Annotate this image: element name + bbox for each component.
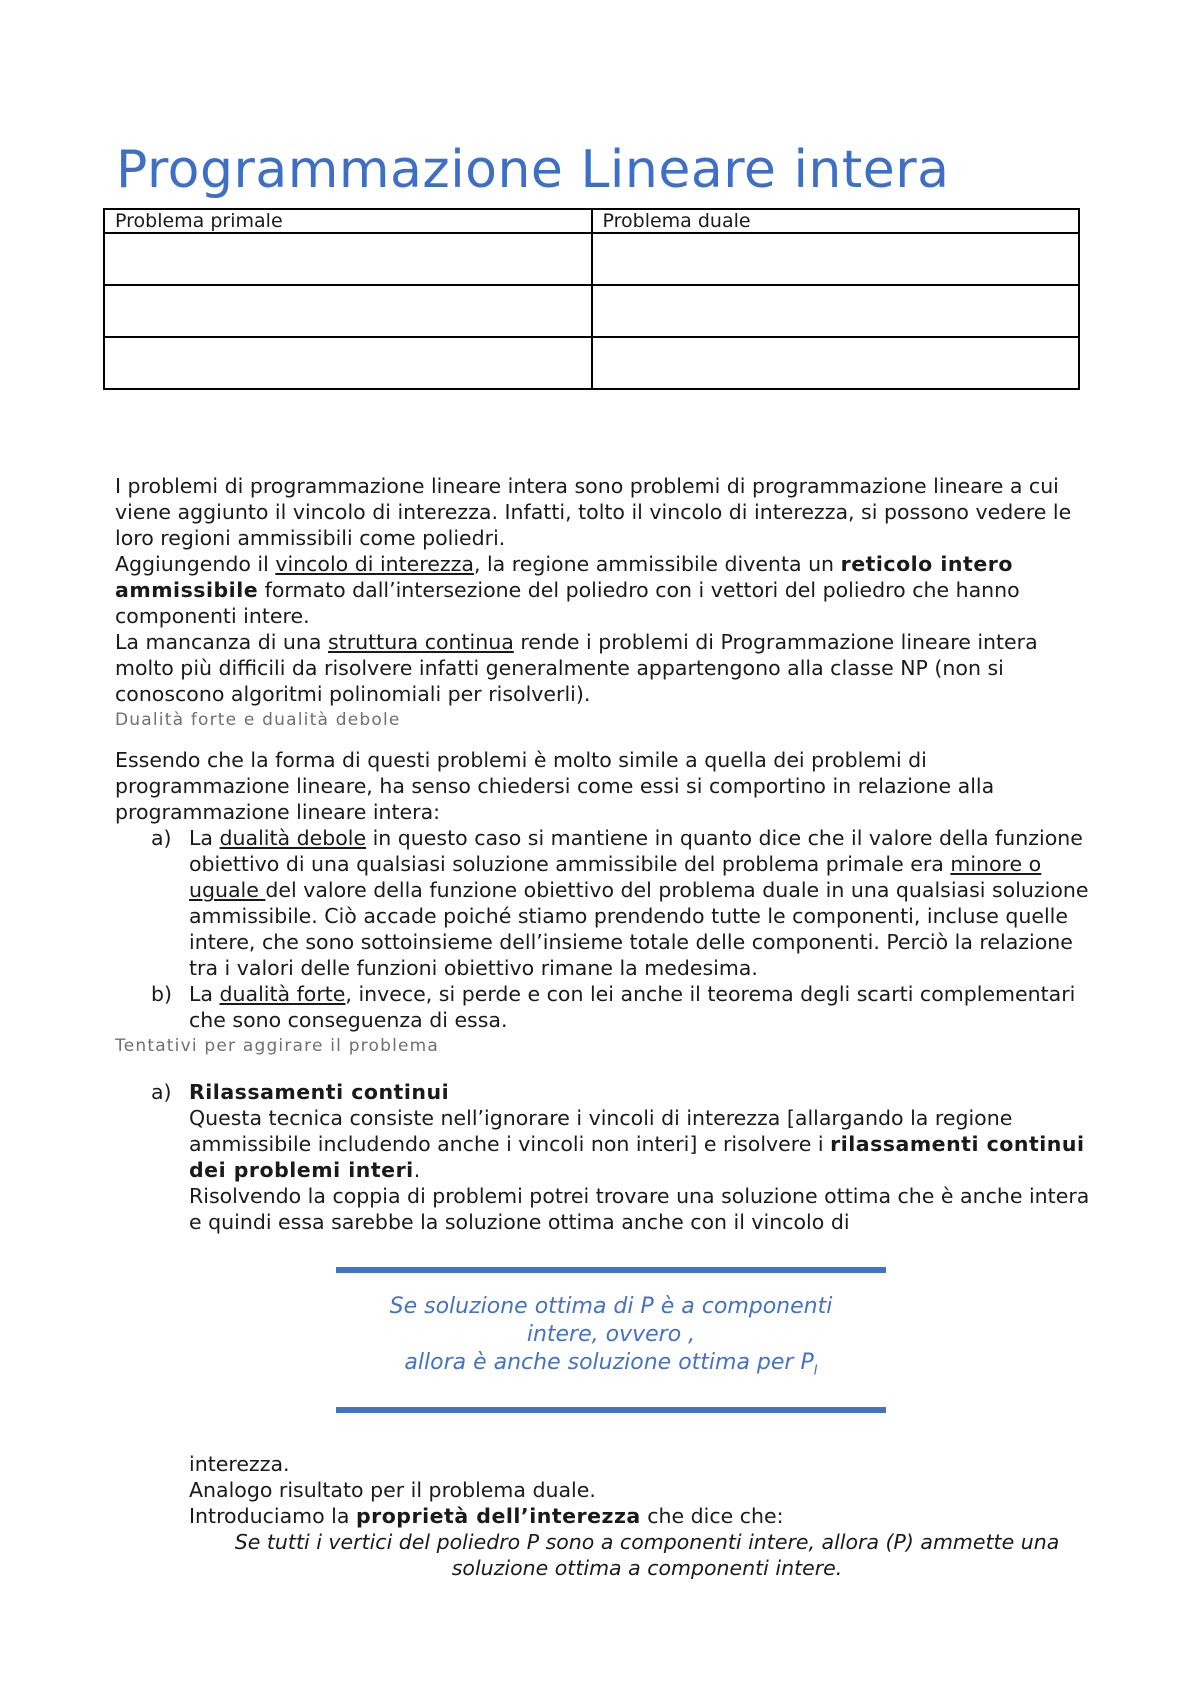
bold-term: reticolo intero ammissibile (115, 552, 1013, 602)
underlined-term: struttura continua (327, 630, 514, 654)
list-item (115, 1079, 1095, 1235)
text-run: Introduciamo la (189, 1504, 356, 1529)
table-row (104, 285, 1079, 337)
text-line: Analogo risultato per il problema duale. (189, 1478, 596, 1503)
quote-line: Se soluzione ottima di P è a componenti (389, 1294, 833, 1319)
bold-term: rilassamenti continui dei problemi interi (189, 1132, 1085, 1182)
table-cell (592, 285, 1080, 337)
section-paragraph: Essendo che la forma di questi problemi è molto simile a quella dei problemi di programmazione lineare, ha senso chiedersi come essi si comportino in relazione alla programmazione lineare intera: (115, 748, 995, 824)
list-item-text (189, 1105, 1095, 1183)
page-title: Programmazione Lineare intera (116, 140, 950, 200)
list-item (115, 825, 1095, 981)
text-line (189, 1503, 1095, 1529)
text-run: , invece, si perde e con lei anche il teorema degli scarti complementari che sono conseguenza di essa. (189, 982, 1076, 1032)
text-run: del valore della funzione obiettivo del problema duale in una qualsiasi soluzione ammissibile. Ciò accade poiché stiamo prendendo tutte le componenti, incluse quelle intere, che sono sottoinsieme dell’insieme totale delle componenti. Perciò la relazione tra i valori delle funzioni obiettivo rimane la medesima. (189, 878, 1089, 980)
table-header-cell: Problema primale (104, 209, 592, 233)
table-row (104, 337, 1079, 389)
table-cell (592, 337, 1080, 389)
document-body (115, 473, 1095, 1581)
bold-term: proprietà dell’interezza (355, 1504, 641, 1529)
intro-paragraph (115, 629, 1095, 707)
primal-dual-table (103, 208, 1080, 390)
intro-paragraph: I problemi di programmazione lineare intera sono problemi di programmazione lineare a cui viene aggiunto il vincolo di interezza. Infatti, tolto il vincolo di interezza, si possono vedere le loro regioni ammissibili come poliedri. (115, 474, 1072, 550)
table-header-cell: Problema duale (592, 209, 1080, 233)
highlight-quote (336, 1267, 886, 1413)
text-run: La mancanza di una (115, 630, 328, 654)
underlined-term: dualità debole (219, 826, 367, 850)
text-run: allora è anche soluzione ottima per P (404, 1350, 814, 1375)
underlined-term: minore o uguale (189, 852, 1042, 902)
list-marker: a) (151, 1080, 172, 1104)
text-run: che dice che: (640, 1504, 784, 1529)
text-run: La (189, 982, 220, 1006)
quote-line: intere, ovvero , (526, 1322, 696, 1347)
table-cell (592, 233, 1080, 285)
underlined-term: vincolo di interezza (275, 552, 474, 576)
list-marker: a) (151, 826, 172, 850)
table-header-row (104, 209, 1079, 233)
table-cell (104, 285, 592, 337)
text-run: La (189, 826, 220, 850)
text-run: . (413, 1158, 421, 1182)
list-item-text: Risolvendo la coppia di problemi potrei trovare una soluzione ottima che è anche intera e quindi essa sarebbe la soluzione ottima anche con il vincolo di (189, 1184, 1090, 1234)
table-row (104, 233, 1079, 285)
text-run: , la regione ammissibile diventa un (473, 552, 841, 576)
list-item-title: Rilassamenti continui (189, 1080, 450, 1104)
property-statement: Se tutti i vertici del poliedro P sono a componenti intere, allora (P) ammette una soluzione ottima a componenti intere. (234, 1530, 1060, 1581)
text-run: rende i problemi di Programmazione lineare intera molto più difficili da risolvere infatti generalmente appartengono alla classe NP (non si conoscono algoritmi polinomiali per risolverli). (115, 630, 1038, 706)
table-cell (104, 337, 592, 389)
list-item (115, 981, 1095, 1033)
continued-text (115, 1451, 1095, 1581)
section-heading: Dualità forte e dualità debole (115, 710, 401, 730)
subscript: I (813, 1363, 818, 1379)
quote-line (336, 1349, 886, 1385)
section-heading: Tentativi per aggirare il problema (115, 1036, 440, 1056)
list-marker: b) (151, 982, 173, 1006)
text-run: formato dall’intersezione del poliedro con i vettori del poliedro che hanno componenti intere. (115, 578, 1020, 628)
table-cell (104, 233, 592, 285)
text-run: Aggiungendo il (115, 552, 276, 576)
text-run: Questa tecnica consiste nell’ignorare i vincoli di interezza [allargando la regione ammissibile includendo anche i vincoli non interi] e risolvere i (189, 1106, 1013, 1156)
underlined-term: dualità forte (219, 982, 346, 1006)
text-line: interezza. (189, 1452, 290, 1477)
text-run: in questo caso si mantiene in quanto dice che il valore della funzione obiettivo di una qualsiasi soluzione ammissibile del problema primale era (189, 826, 1083, 876)
intro-paragraph (115, 551, 1095, 629)
